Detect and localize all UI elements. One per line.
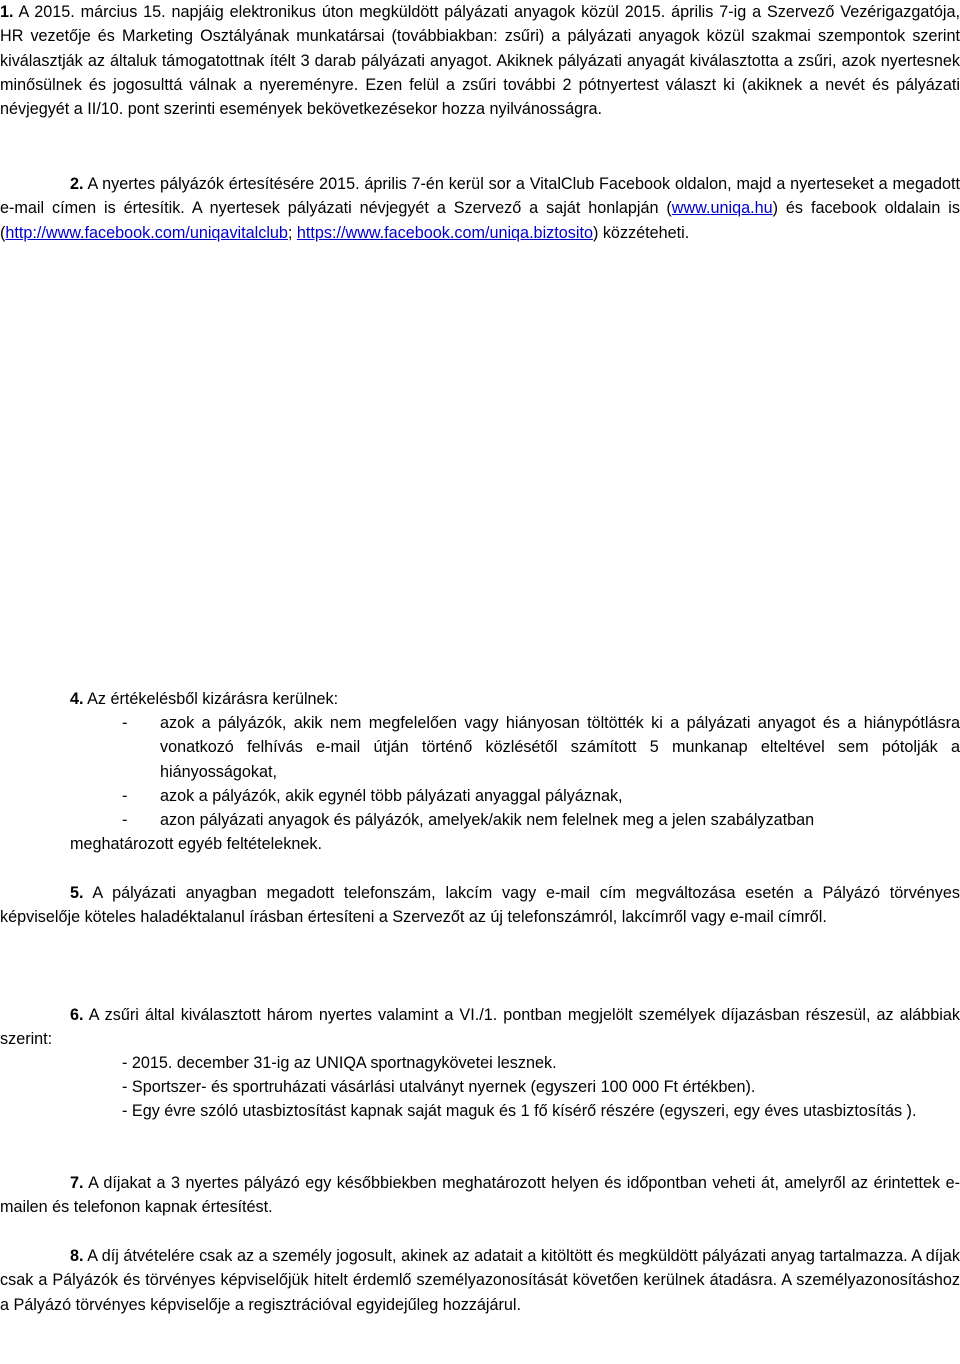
paragraph-text: ) közzéteheti.: [592, 223, 690, 242]
prize-item-2: [0, 1075, 960, 1099]
facebook-vitalclub-link[interactable]: http://www.facebook.com/uniqavitalclub: [5, 223, 288, 242]
paragraph-1: [0, 0, 960, 121]
paragraph-number: 4.: [70, 690, 84, 708]
paragraph-7: [0, 1171, 960, 1220]
paragraph-text: ) és facebook oldalain is (: [0, 199, 960, 242]
bullet-dash: -: [122, 714, 128, 732]
paragraph-text: A 2015. március 15. napjáig elektronikus úton megküldött pályázati anyagok közül 2015. április 7-ig a Szervező Vezérigazgatója, HR vezetője és Marketing Osztályának munkatársai (továbbiakban: zsűri) a pályázati anyagok közül szakmai szempontok szerint kiválasztják az általuk támogatottnak ítélt 3 darab pályázati anyagot. Akiknek pályázati anyagát kiválasztotta a zsűri, azok nyertesnek minősülnek és jogosulttá válnak a nyereményre. Ezen felül a zsűri további 2 pótnyertest választ ki (akiknek a nevét és pályázati névjegyét a II/10. pont szerinti események bekövetkezésekor hozza nyilvánosságra.: [0, 3, 960, 119]
paragraph-6: [0, 1003, 960, 1052]
paragraph-text: A díjakat a 3 nyertes pályázó egy későbbiekben meghatározott helyen és időpontban veheti át, amelyről az érintettek e-mailen és telefonon kapnak értesítést.: [0, 1174, 960, 1217]
paragraph-number: 5.: [70, 884, 84, 902]
list-item-text: azok a pályázók, akik egynél több pályázati anyaggal pályáznak,: [160, 787, 623, 805]
prize-item-1: [0, 1051, 960, 1075]
exclusion-item-2: [0, 784, 960, 808]
exclusion-item-3: [0, 808, 960, 832]
list-item-text: meghatározott egyéb feltételeknek.: [70, 835, 322, 853]
paragraph-text: ;: [287, 223, 297, 242]
prize-item-3: [0, 1099, 960, 1123]
paragraph-number: 6.: [70, 1006, 84, 1024]
bullet-dash: -: [122, 811, 128, 829]
list-item-text: azok a pályázók, akik nem megfelelően vagy hiányosan töltötték ki a pályázati anyagot és a hiánypótlásra vonatkozó felhívás e-mail útján történő közlésétől számított 5 munkanap elteltével sem pótolják a hiányosságokat,: [160, 714, 960, 781]
bullet-dash: -: [122, 1054, 128, 1072]
bullet-dash: -: [122, 787, 128, 805]
paragraph-text: A pályázati anyagban megadott telefonszám, lakcím vagy e-mail cím megváltozása esetén a Pályázó törvényes képviselője köteles haladéktalanul írásban értesíteni a Szervezőt az új telefonszámról, lakcímről vagy e-mail címről.: [0, 884, 960, 927]
paragraph-text: Az értékelésből kizárásra kerülnek:: [83, 690, 339, 708]
exclusion-item-1: [0, 711, 960, 784]
paragraph-text: A nyertes pályázók értesítésére 2015. április 7-én kerül sor a VitalClub Facebook oldalon, majd a nyerteseket a megadott e-mail címen is értesítik. A nyertesek pályázati névjegyét a Szervező a saját honlapján (: [0, 175, 960, 218]
exclusion-item-3-continuation: [0, 832, 960, 856]
website-link[interactable]: www.uniqa.hu: [671, 199, 773, 218]
list-item-text: azon pályázati anyagok és pályázók, amelyek/akik nem felelnek meg a jelen szabályzatban: [160, 811, 815, 829]
paragraph-text: A díj átvételére csak az a személy jogosult, akinek az adatait a kitöltött és megküldött pályázati anyag tartalmazza. A díjak csak a Pályázók és törvényes képviselőjük hitelt érdemlő személyazonosítását követően kerülnek átadásra. A személyazonosításhoz a Pályázó törvényes képviselője a regisztrációval egyidejűleg hozzájárul.: [0, 1247, 960, 1314]
paragraph-text: A zsűri által kiválasztott három nyertes valamint a VI./1. pontban megjelölt személyek díjazásban részesül, az alábbiak szerint:: [0, 1006, 960, 1049]
facebook-biztosito-link[interactable]: https://www.facebook.com/uniqa.biztosito: [296, 223, 593, 242]
paragraph-number: 2.: [70, 175, 84, 193]
paragraph-2: [0, 172, 960, 245]
bullet-dash: -: [122, 1102, 128, 1120]
paragraph-5: [0, 881, 960, 930]
bullet-dash: -: [122, 1078, 128, 1096]
paragraph-8: [0, 1244, 960, 1317]
list-item-text: Sportszer- és sportruházati vásárlási utalványt nyernek (egyszeri 100 000 Ft értékben).: [131, 1078, 756, 1096]
list-item-text: 2015. december 31-ig az UNIQA sportnagykövetei lesznek.: [131, 1054, 557, 1072]
paragraph-number: 1.: [0, 3, 14, 21]
paragraph-4: [0, 687, 960, 711]
list-item-text: Egy évre szóló utasbiztosítást kapnak saját maguk és 1 fő kísérő részére (egyszeri, egy éves utasbiztosítás ).: [131, 1102, 917, 1120]
paragraph-number: 7.: [70, 1174, 84, 1192]
paragraph-number: 8.: [70, 1247, 84, 1265]
